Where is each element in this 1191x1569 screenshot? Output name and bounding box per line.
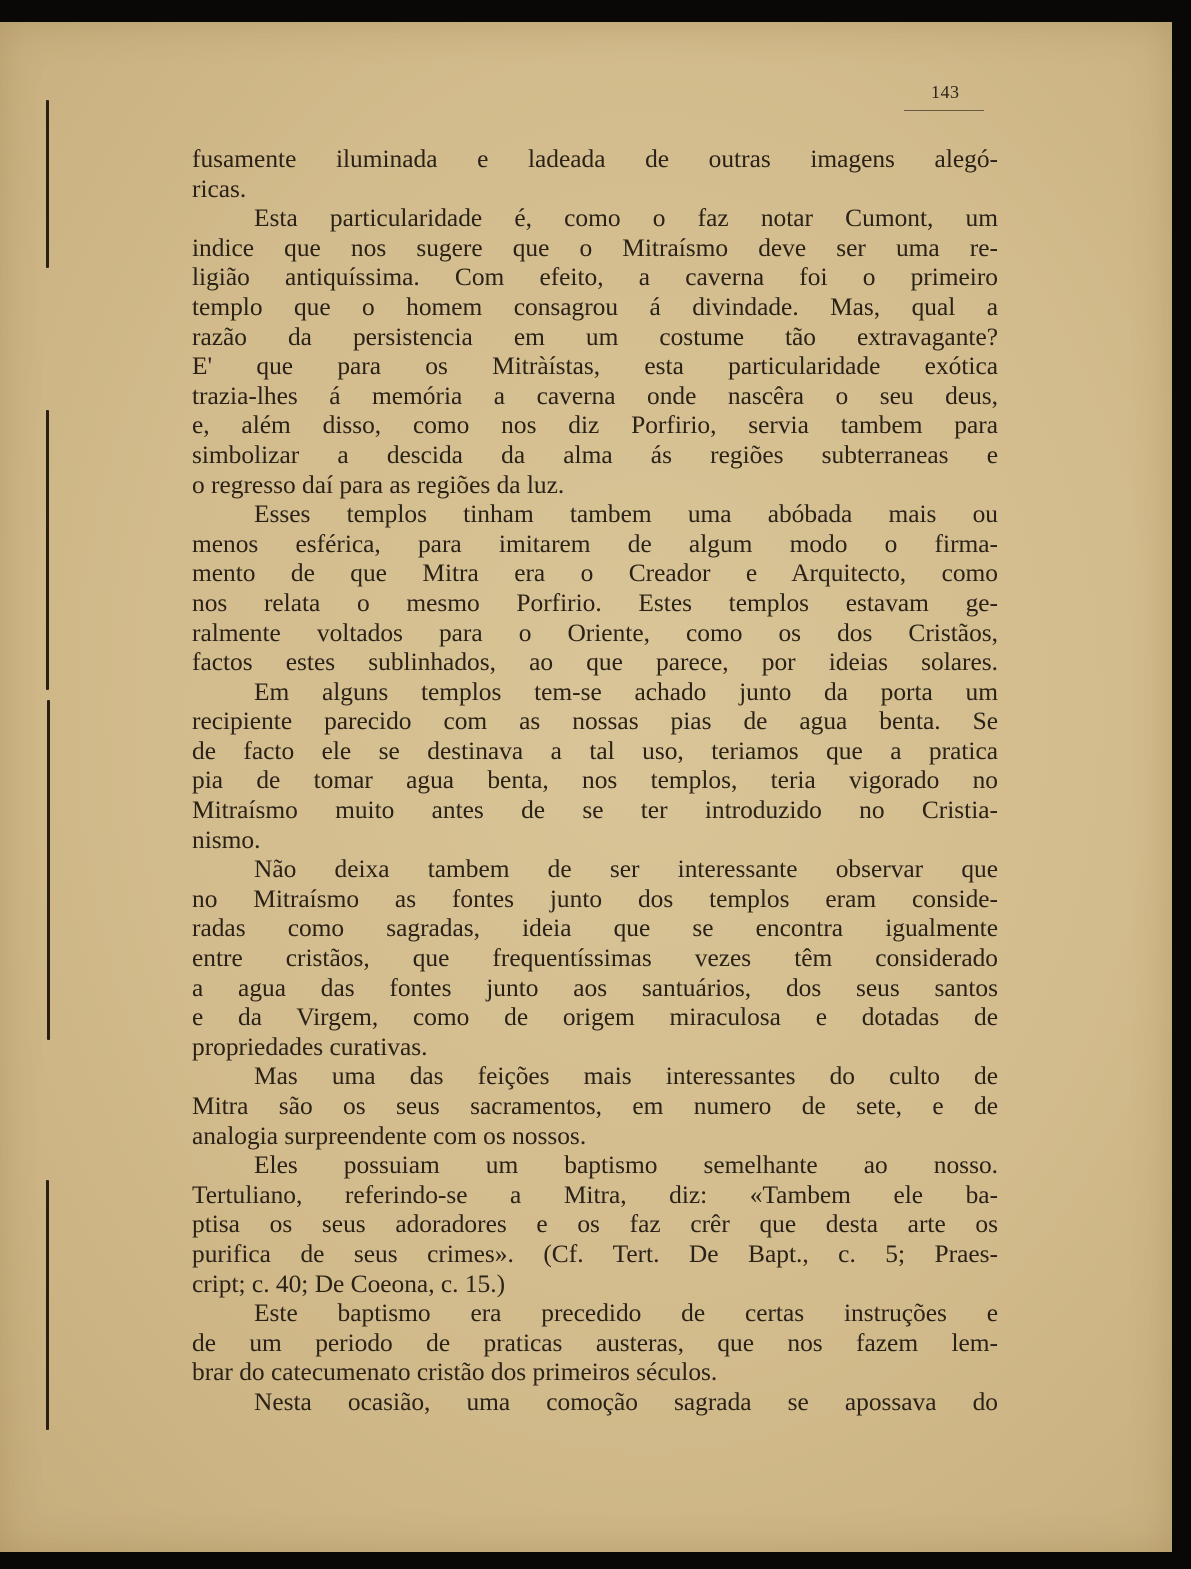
body-text xyxy=(192,145,998,1418)
text-line: Eles possuiam um baptismo semelhante ao nosso. xyxy=(254,1151,998,1180)
text-line: Mas uma das feições mais interessantes do culto de xyxy=(254,1062,998,1091)
page-number: 143 xyxy=(931,82,960,102)
text-line: analogia surpreendente com os nossos. xyxy=(192,1121,587,1150)
text-line: nismo. xyxy=(192,825,261,854)
text-line: ricas. xyxy=(192,174,247,203)
text-line: mento de que Mitra era o Creador e Arquitecto, como xyxy=(192,559,998,588)
text-line: de um periodo de praticas austeras, que nos fazem lem- xyxy=(192,1328,998,1357)
text-line: ptisa os seus adoradores e os faz crêr que desta arte os xyxy=(192,1210,998,1239)
text-line: E' que para os Mitràístas, esta particularidade exótica xyxy=(192,352,998,381)
text-line: brar do catecumenato cristão dos primeiros séculos. xyxy=(192,1358,718,1387)
text-line: Este baptismo era precedido de certas instruções e xyxy=(254,1299,998,1328)
text-line: a agua das fontes junto aos santuários, dos seus santos xyxy=(192,973,998,1002)
binding-mark-1 xyxy=(46,100,49,268)
text-line: e, além disso, como nos diz Porfirio, servia tambem para xyxy=(192,411,998,440)
text-line: fusamente iluminada e ladeada de outras imagens alegó- xyxy=(192,145,998,173)
text-line: pia de tomar agua benta, nos templos, teria vigorado no xyxy=(192,766,998,795)
text-line: indice que nos sugere que o Mitraísmo deve ser uma re- xyxy=(192,233,998,262)
text-line: de facto ele se destinava a tal uso, teriamos que a pratica xyxy=(192,736,998,765)
text-line: nos relata o mesmo Porfirio. Estes templos estavam ge- xyxy=(192,588,998,617)
text-line: factos estes sublinhados, ao que parece, por ideias solares. xyxy=(192,648,998,677)
text-line: entre cristãos, que frequentíssimas vezes têm considerado xyxy=(192,944,998,973)
text-line: menos esférica, para imitarem de algum modo o firma- xyxy=(192,529,998,558)
text-line: Esses templos tinham tambem uma abóbada mais ou xyxy=(254,500,998,529)
text-line: templo que o homem consagrou á divindade. Mas, qual a xyxy=(192,292,998,321)
text-line: Mitra são os seus sacramentos, em numero de sete, e de xyxy=(192,1092,998,1120)
text-line: Mitraísmo muito antes de se ter introduzido no Cristia- xyxy=(192,796,998,825)
text-line: Nesta ocasião, uma comoção sagrada se apossava do xyxy=(254,1387,998,1416)
page-number-rule xyxy=(904,110,984,111)
text-line: Em alguns templos tem-se achado junto da porta um xyxy=(254,677,998,706)
text-line: simbolizar a descida da alma ás regiões subterraneas e xyxy=(192,440,998,469)
text-line: propriedades curativas. xyxy=(192,1032,428,1061)
binding-mark-2 xyxy=(46,410,49,690)
text-line: Não deixa tambem de ser interessante observar que xyxy=(254,855,998,884)
text-line: recipiente parecido com as nossas pias de agua benta. Se xyxy=(192,707,998,736)
text-line: purifica de seus crimes». (Cf. Tert. De Bapt., c. 5; Praes- xyxy=(192,1239,998,1268)
text-line: o regresso daí para as regiões da luz. xyxy=(192,470,565,499)
text-line: cript; c. 40; De Coeona, c. 15.) xyxy=(192,1269,506,1298)
text-line: ralmente voltados para o Oriente, como os dos Cristãos, xyxy=(192,618,998,647)
text-line: razão da persistencia em um costume tão extravagante? xyxy=(192,322,998,351)
binding-mark-3 xyxy=(47,700,50,1040)
text-line: Tertuliano, referindo-se a Mitra, diz: «Tambem ele ba- xyxy=(192,1180,998,1209)
text-line: no Mitraísmo as fontes junto dos templos eram conside- xyxy=(192,884,998,913)
text-line: ligião antiquíssima. Com efeito, a caverna foi o primeiro xyxy=(192,263,998,292)
binding-mark-4 xyxy=(46,1180,49,1430)
text-line: trazia-lhes á memória a caverna onde nascêra o seu deus, xyxy=(192,381,998,410)
text-line: e da Virgem, como de origem miraculosa e dotadas de xyxy=(192,1003,998,1032)
text-line: radas como sagradas, ideia que se encontra igualmente xyxy=(192,914,998,943)
text-line: Esta particularidade é, como o faz notar Cumont, um xyxy=(254,204,998,233)
